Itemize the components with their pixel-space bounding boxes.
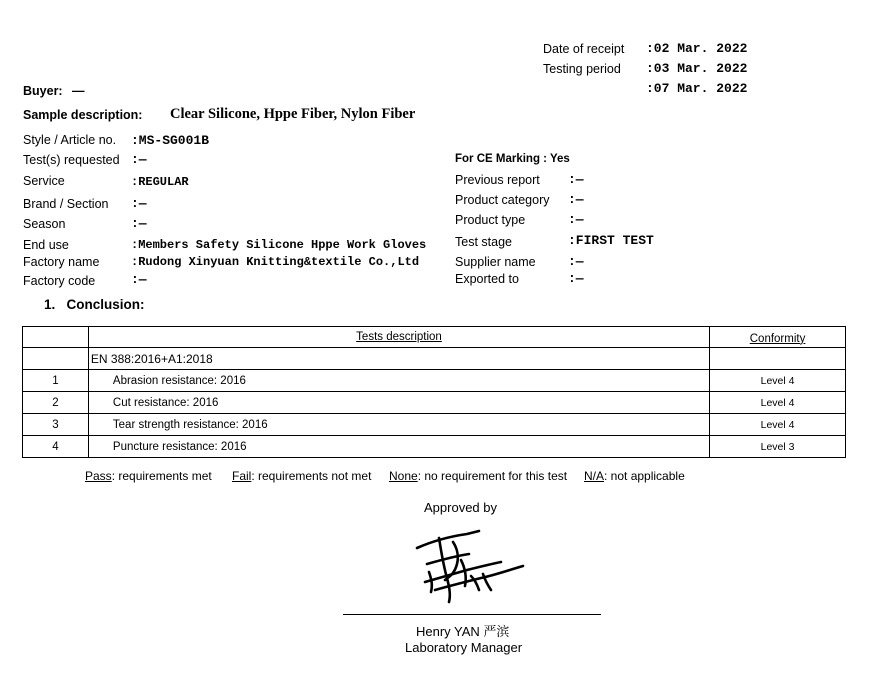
approver-name: Henry YAN 严滨 — [416, 624, 510, 639]
row-conformity: Level 3 — [710, 436, 846, 458]
row-description: Cut resistance: 2016 — [88, 392, 709, 414]
sample-description-label: Sample description: — [23, 108, 143, 122]
supplier-name-value: :— — [568, 254, 584, 269]
service-value: :REGULAR — [131, 175, 189, 189]
factory-code-value: :— — [131, 272, 147, 287]
factory-code-label: Factory code — [23, 274, 96, 288]
tests-requested-label: Test(s) requested — [23, 153, 120, 167]
season-value: :— — [131, 216, 147, 231]
exported-to-label: Exported to — [455, 272, 519, 286]
row-number: 4 — [23, 436, 89, 458]
row-number: 1 — [23, 370, 89, 392]
tests-table — [22, 326, 846, 458]
brand-section-value: :— — [131, 196, 147, 211]
ce-marking: For CE Marking : Yes — [455, 153, 570, 165]
date-of-receipt-label: Date of receipt — [543, 42, 625, 56]
table-row — [23, 392, 846, 414]
signature-image — [405, 520, 535, 610]
legend-pass-text: : requirements met — [111, 469, 212, 483]
product-category-value: :— — [568, 192, 584, 207]
signature-line — [343, 614, 601, 615]
row-description: Abrasion resistance: 2016 — [88, 370, 709, 392]
legend-pass-key: Pass — [85, 469, 112, 483]
factory-name-label: Factory name — [23, 255, 100, 269]
end-use-value: :Members Safety Silicone Hppe Work Gloves — [131, 238, 427, 252]
product-category-label: Product category — [455, 193, 550, 207]
row-conformity: Level 4 — [710, 414, 846, 436]
factory-name-value: :Rudong Xinyuan Knitting&textile Co.,Ltd — [131, 255, 420, 269]
previous-report-label: Previous report — [455, 173, 540, 187]
legend-fail — [232, 469, 371, 483]
row-description: Puncture resistance: 2016 — [88, 436, 709, 458]
conclusion-heading: 1. Conclusion: — [44, 297, 145, 312]
row-description: Tear strength resistance: 2016 — [88, 414, 709, 436]
season-label: Season — [23, 217, 66, 231]
table-row — [23, 414, 846, 436]
buyer-label: Buyer: — [23, 84, 63, 98]
testing-period-start: :03 Mar. 2022 — [646, 61, 748, 76]
legend-na — [584, 469, 685, 483]
tests-requested-value: :— — [131, 152, 147, 167]
style-article-label: Style / Article no. — [23, 133, 117, 147]
product-type-label: Product type — [455, 213, 526, 227]
row-number: 3 — [23, 414, 89, 436]
legend-fail-text: : requirements not met — [251, 469, 372, 483]
approved-by-label: Approved by — [424, 500, 497, 515]
legend-na-text: : not applicable — [604, 469, 685, 483]
supplier-name-label: Supplier name — [455, 255, 536, 269]
legend-fail-key: Fail — [232, 469, 252, 483]
date-of-receipt-value: :02 Mar. 2022 — [646, 41, 748, 56]
approver-title: Laboratory Manager — [405, 640, 523, 655]
header-conformity-cell — [710, 327, 846, 348]
row-conformity: Level 4 — [710, 392, 846, 414]
row-conformity: Level 4 — [710, 370, 846, 392]
buyer-value: — — [72, 84, 85, 98]
brand-section-label: Brand / Section — [23, 197, 109, 211]
legend-pass — [85, 469, 212, 483]
exported-to-value: :— — [568, 271, 584, 286]
test-stage-label: Test stage — [455, 235, 512, 249]
table-row — [23, 436, 846, 458]
row-number: 2 — [23, 392, 89, 414]
testing-period-label: Testing period — [543, 62, 621, 76]
table-row — [23, 370, 846, 392]
header-conformity: Conformity — [749, 332, 806, 345]
service-label: Service — [23, 174, 65, 188]
legend-na-key: N/A — [584, 469, 605, 483]
header-no-cell — [23, 327, 89, 348]
end-use-label: End use — [23, 238, 69, 252]
sample-description-value: Clear Silicone, Hppe Fiber, Nylon Fiber — [170, 106, 416, 122]
header-tests-description: Tests description — [356, 331, 442, 343]
test-stage-value: :FIRST TEST — [568, 233, 654, 248]
table-header-row — [23, 327, 846, 348]
product-type-value: :— — [568, 212, 584, 227]
legend-none-text: : no requirement for this test — [417, 469, 568, 483]
legend-none — [389, 469, 567, 483]
style-article-value: :MS-SG001B — [131, 133, 210, 148]
standard-row — [23, 348, 846, 370]
testing-period-end: :07 Mar. 2022 — [646, 81, 748, 96]
previous-report-value: :— — [568, 172, 584, 187]
legend-none-key: None — [389, 469, 418, 483]
header-description-cell — [88, 327, 709, 348]
standard-name: EN 388:2016+A1:2018 — [88, 348, 709, 370]
